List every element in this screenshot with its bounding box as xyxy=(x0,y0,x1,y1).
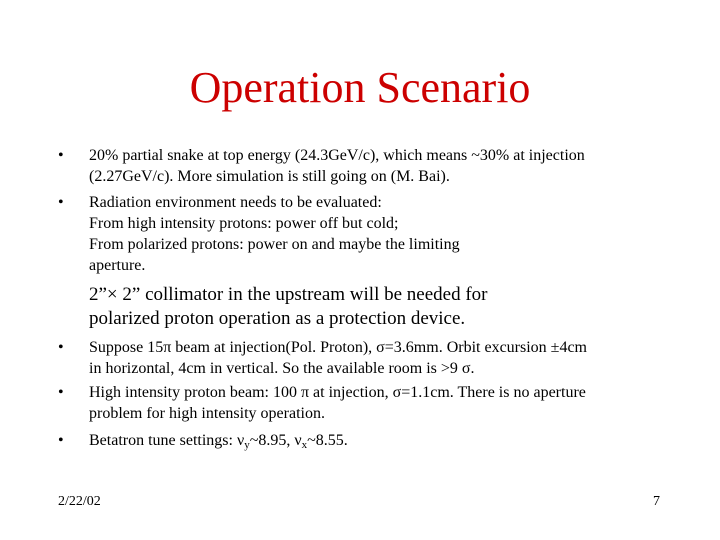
bullet-dot: • xyxy=(58,339,64,356)
bullet-dot: • xyxy=(58,194,64,211)
tune-line: Betatron tune settings: $\nu_y\sim 8.95$, $\nu_x\sim 8.55$. xyxy=(89,432,348,451)
slide-title: Operation Scenario xyxy=(189,63,531,112)
bullet-line: From polarized protons: power on and maybe the limiting xyxy=(89,236,460,253)
bullet-line: 20% partial snake at top energy (24.3GeV/c), which means ~30% at injection xyxy=(89,147,585,164)
note-line: 2”× 2” collimator in the upstream will be needed for xyxy=(89,284,488,305)
bullet-dot: • xyxy=(58,384,64,401)
bullet-dot: • xyxy=(58,147,64,164)
bullet-line: (2.27GeV/c). More simulation is still going on (M. Bai). xyxy=(89,168,450,185)
bullet-line: From high intensity protons: power off but cold; xyxy=(89,215,399,232)
bullet-dot: • xyxy=(58,432,64,449)
bullet-line: in horizontal, 4cm in vertical. So the available room is >9 σ. xyxy=(89,360,475,377)
bullet-line: High intensity proton beam: 100 π at injection, σ=1.1cm. There is no aperture xyxy=(89,384,586,401)
bullet-line: Suppose 15π beam at injection(Pol. Proton), σ=3.6mm. Orbit excursion ±4cm xyxy=(89,339,587,356)
bullet-line: Radiation environment needs to be evaluated: xyxy=(89,194,382,211)
note-line: polarized proton operation as a protection device. xyxy=(89,308,466,329)
bullet-line: problem for high intensity operation. xyxy=(89,405,325,422)
footer-date: 2/22/02 xyxy=(58,494,101,509)
collimator-note xyxy=(89,283,689,331)
bullet-line: aperture. xyxy=(89,257,146,274)
page-number: 7 xyxy=(653,494,660,509)
